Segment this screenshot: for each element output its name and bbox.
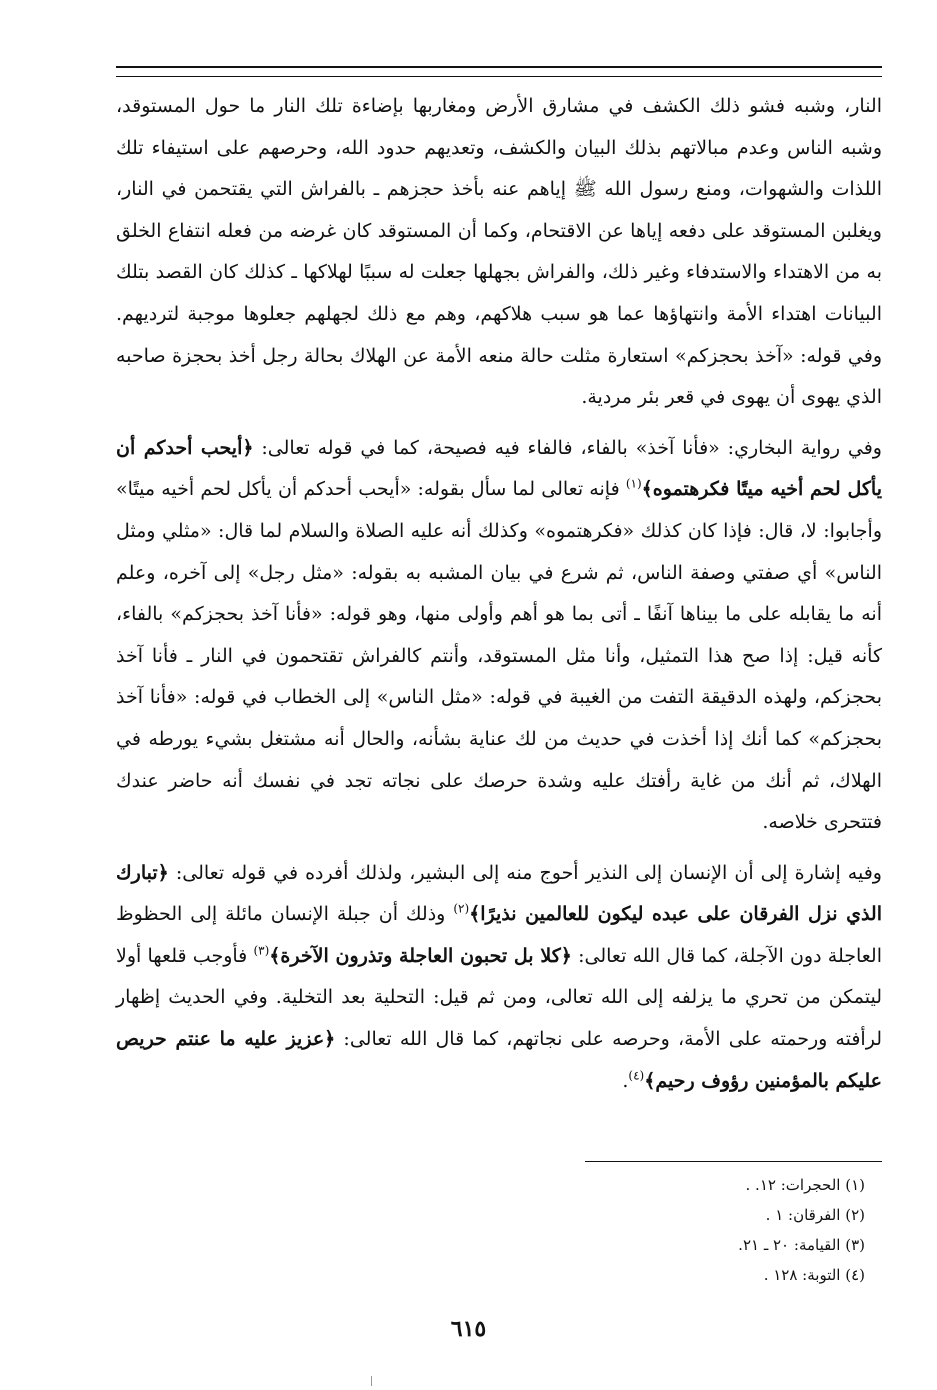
paragraph-2 — [116, 428, 882, 844]
footnote-3: (٣) القيامة: ٢٠ ـ ٢١. — [738, 1236, 865, 1254]
footnote-ref-3[interactable]: (٣) — [253, 943, 270, 958]
footnote-ref-1[interactable]: (١) — [625, 477, 642, 492]
paragraph-2-text-1: وفي رواية البخاري: «فأنا آخذ» بالفاء، فالفاء فيه فصيحة، كما في قوله تعالى: — [253, 436, 882, 459]
scan-artifact — [371, 1376, 372, 1386]
quran-quote-3: ﴿كلا بل تحبون العاجلة وتذرون الآخرة﴾ — [269, 944, 572, 967]
quran-quote-2: ﴿تبارك الذي نزل الفرقان على عبده ليكون للعالمين نذيرًا﴾ — [116, 861, 882, 926]
paragraph-2-text-2: فإنه تعالى لما سأل بقوله: «أيحب أحدكم أن يأكل لحم أخيه ميتًا» وأجابوا: لا، قال: فإذا كان كذلك «فكرهتموه» وكذلك أنه عليه الصلاة والسلام لما قال: «مثلي ومثل الناس» أي صفتي وصفة الناس، ثم شرع في بيان المشبه به بقوله: «مثل رجل» إلى آخره، وعلم أنه ما يقابله على ما بيناها آنفًا ـ أتى بما هو أهم وأولى منها، وهو قوله: «فأنا آخذ بحجزكم» بالفاء، كأنه قيل: إذا صح هذا التمثيل، وأنا مثل المستوقد، وأنتم كالفراش تقتحمون في النار ـ فأنا آخذ بحجزكم، ولهذه الدقيقة التفت من الغيبة في قوله: «مثل الناس» إلى الخطاب في قوله: «فأنا آخذ بحجزكم» كما أنك إذا أخذت في حديث من لك عناية بشأنه، والحال أنه مشتغل بشيء يورطه في الهلاك، ثم أنك من غاية رأفتك عليه وشدة حرصك على نجاته تجد في نفسك أنه حاضر عندك فتتحرى خلاصه. — [116, 478, 882, 834]
paragraph-3-text-1: وفيه إشارة إلى أن الإنسان إلى النذير أحوج منه إلى البشير، ولذلك أفرده في قوله تعالى: — [168, 861, 882, 884]
footnote-1: (١) الحجرات: ١٢. . — [745, 1176, 865, 1194]
header-rule-thick — [116, 66, 882, 68]
footnote-4: (٤) التوبة: ١٢٨ . — [763, 1266, 865, 1284]
paragraph-3-end: . — [622, 1069, 629, 1092]
footnote-ref-2[interactable]: (٢) — [453, 901, 470, 916]
footnote-2: (٢) الفرقان: ١ . — [765, 1206, 865, 1224]
main-text — [116, 86, 882, 1102]
footnote-ref-4[interactable]: (٤) — [628, 1068, 645, 1083]
page-number: ٦١٥ — [450, 1316, 487, 1342]
quran-quote-1: ﴿أيحب أحدكم أن يأكل لحم أخيه ميتًا فكرهتموه﴾ — [116, 436, 882, 501]
paragraph-3 — [116, 853, 882, 1103]
paragraph-1: النار، وشبه فشو ذلك الكشف في مشارق الأرض ومغاربها بإضاءة تلك النار ما حول المستوقد، وشبه الناس وعدم مبالاتهم بذلك البيان والكشف، وتعديهم حدود الله، وحرصهم على استيفاء تلك اللذات والشهوات، ومنع رسول الله ﷺ إياهم عنه بأخذ حجزهم ـ بالفراش التي يقتحمن في النار، ويغلبن المستوقد على دفعه إياها عن الاقتحام، وكما أن المستوقد كان غرضه من فعله انتفاع الخلق به من الاهتداء والاستدفاء وغير ذلك، والفراش بجهلها جعلت له سببًا لهلاكها ـ كذلك كان القصد بتلك البيانات اهتداء الأمة وانتهاؤها عما هو سبب هلاكهم، وهم مع ذلك لجهلهم جعلوها موجبة لترديهم. وفي قوله: «آخذ بحجزكم» استعارة مثلت حالة منعه الأمة عن الهلاك بحالة رجل أخذ بحجزة صاحبه الذي يهوى أن يهوى في قعر بئر مردية. — [116, 95, 882, 409]
quran-quote-4: ﴿عزيز عليه ما عنتم حريص عليكم بالمؤمنين رؤوف رحيم﴾ — [116, 1028, 882, 1092]
paragraph-3-text-2: وذلك أن جبلة الإنسان مائلة إلى الحظوظ العاجلة دون الآجلة، كما قال الله تعالى: — [116, 903, 882, 967]
footnotes — [500, 1170, 865, 1290]
header-rule-thin — [116, 76, 882, 77]
paragraph-3-text-3: فأوجب قلعها أولا ليتمكن من تحري ما يزلفه إلى الله تعالى، ومن ثم قيل: التحلية بعد التخلية. وفي الحديث إظهار لرأفته ورحمته على الأمة، وحرصه على نجاتهم، كما قال الله تعالى: — [116, 944, 882, 1051]
footnote-separator — [585, 1161, 882, 1162]
